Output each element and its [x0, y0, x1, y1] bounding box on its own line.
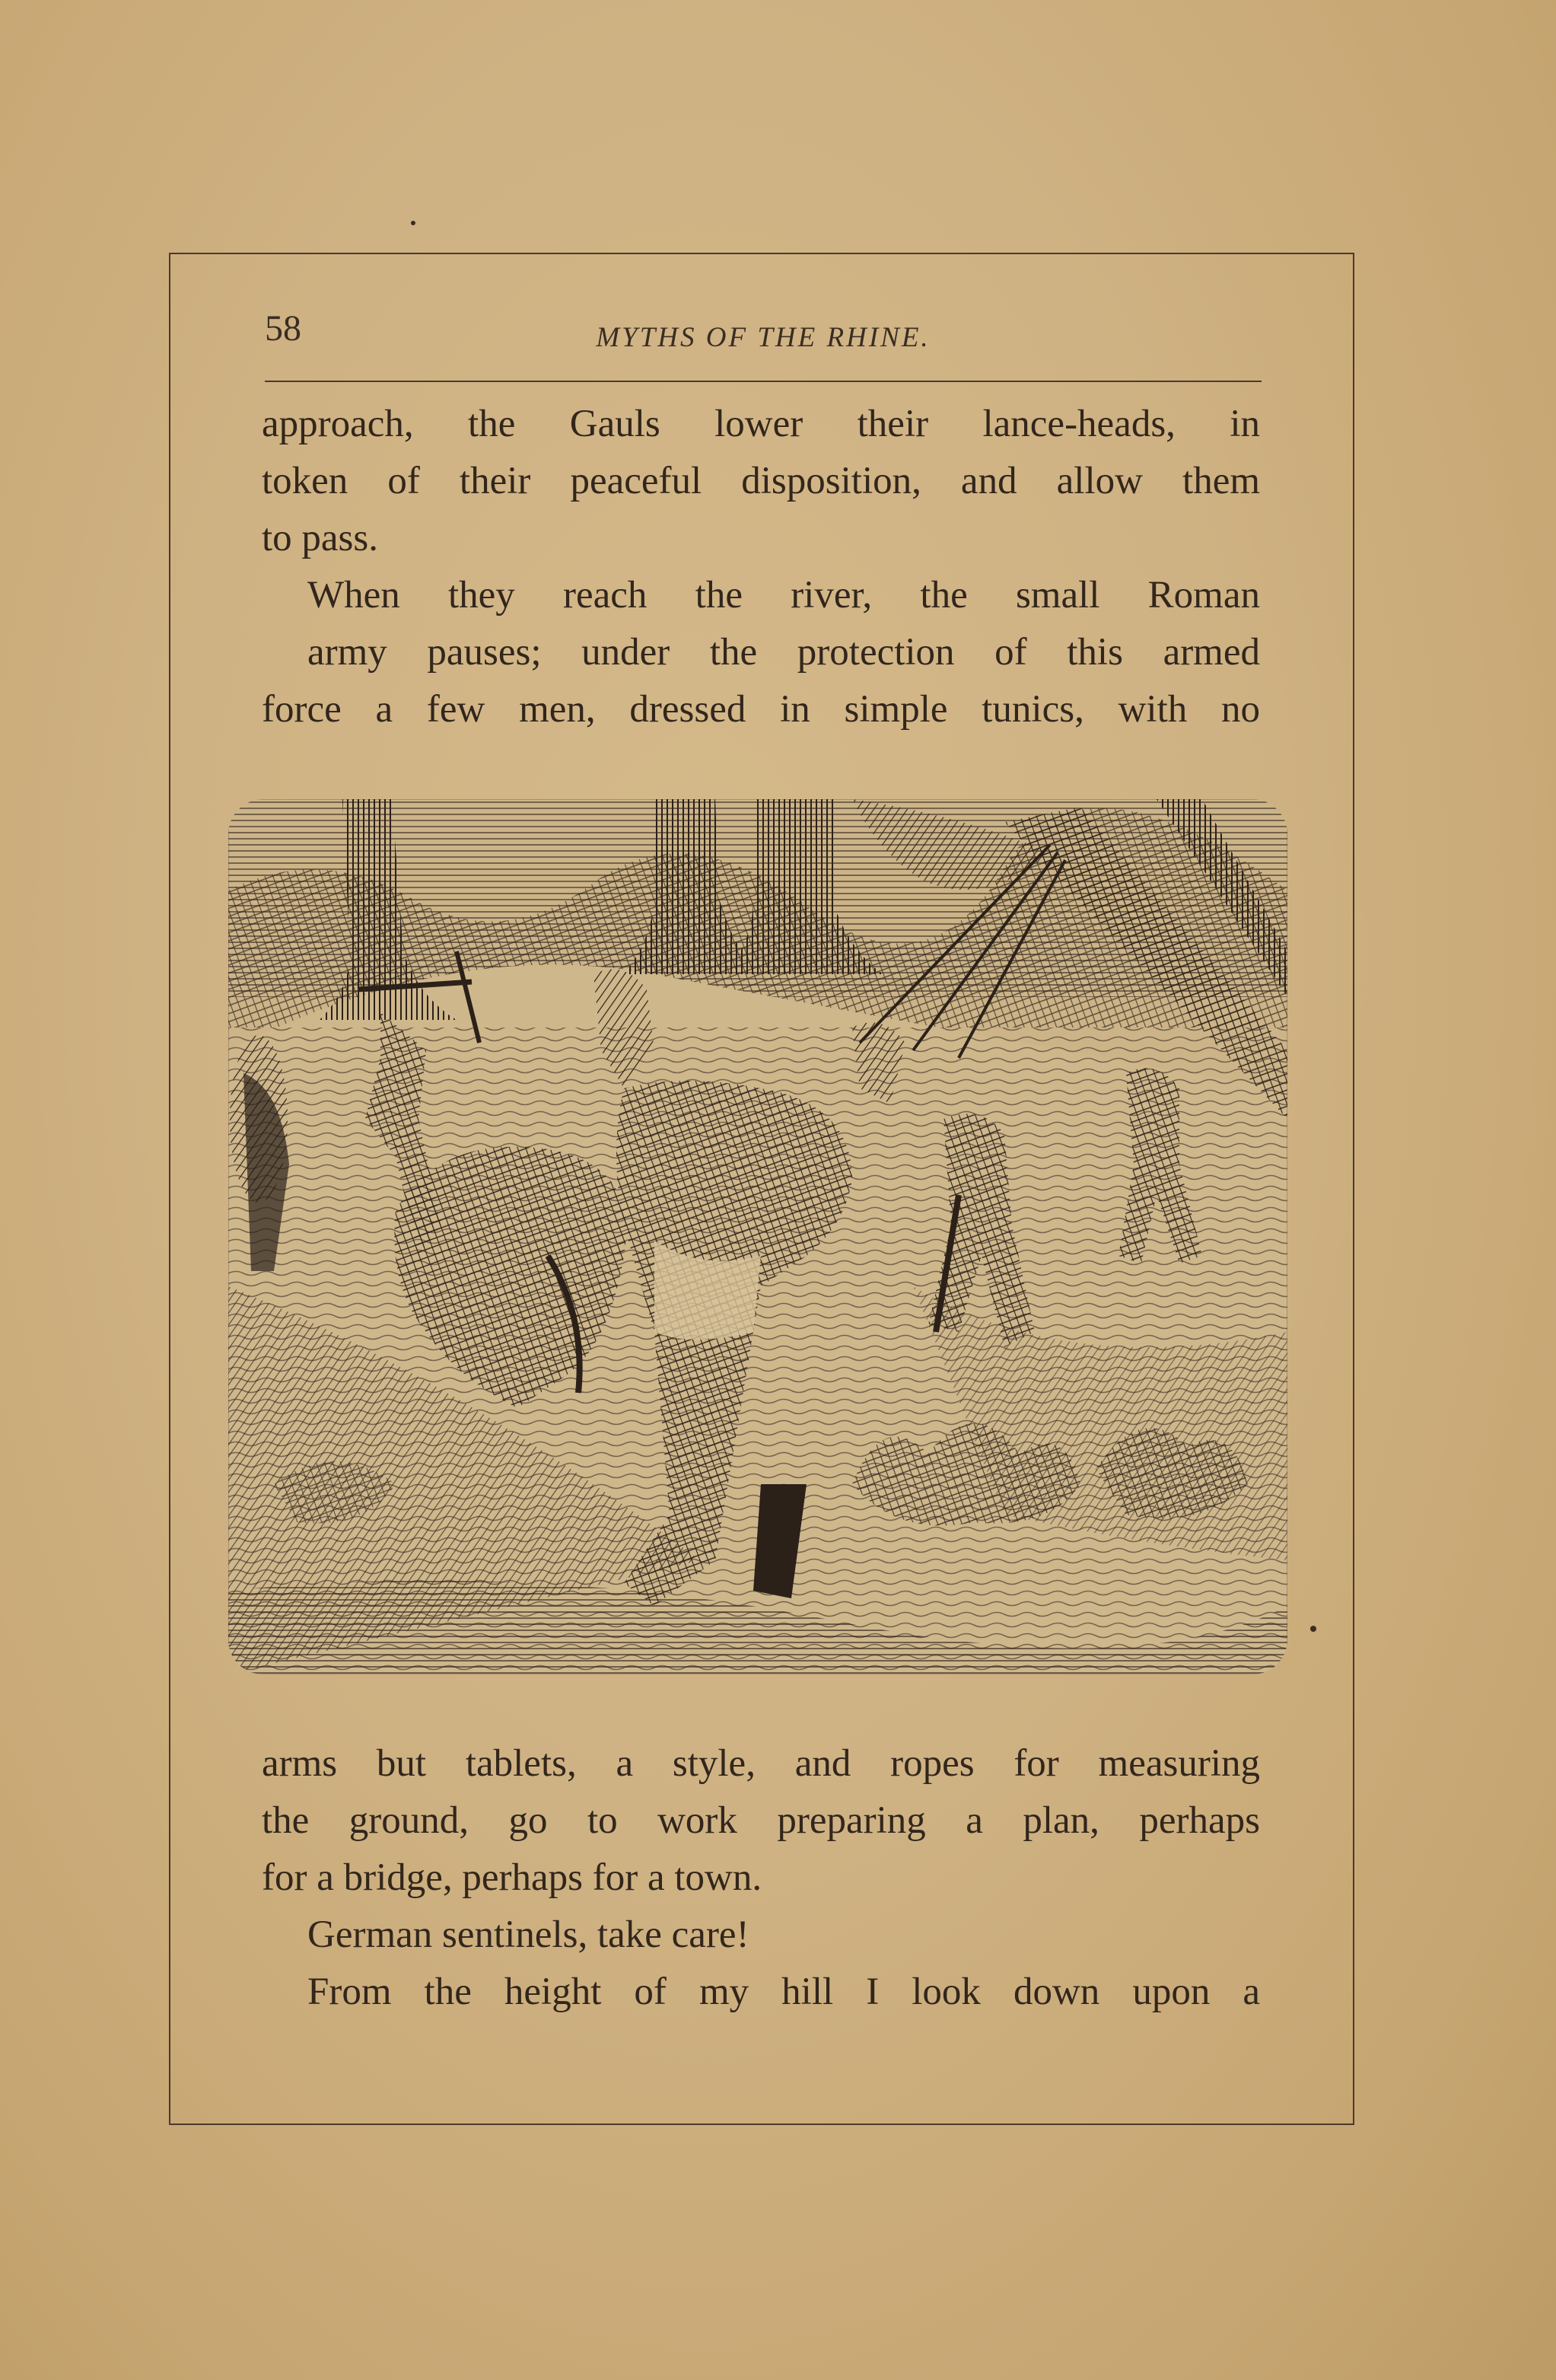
page-number: 58 [265, 308, 301, 349]
text-line: From the height of my hill I look down upon a [307, 1971, 1260, 2013]
paper-speck [1310, 1626, 1316, 1632]
running-title: MYTHS OF THE RHINE. [596, 322, 931, 353]
body-text-bottom [262, 1735, 1260, 2021]
text-line: force a few men, dressed in simple tunics, with no [262, 688, 1260, 731]
paragraph [262, 1850, 1260, 1907]
body-text-top [262, 396, 1260, 738]
paragraph [262, 567, 1260, 738]
engraving-illustration [228, 799, 1287, 1674]
paper-speck [411, 221, 415, 225]
forest-clearing-engraving [228, 799, 1287, 1674]
paragraph [262, 510, 1260, 567]
paragraph [262, 1964, 1260, 2021]
text-line: for a bridge, perhaps for a town. [262, 1856, 762, 1899]
text-line: German sentinels, take care! [307, 1913, 749, 1956]
text-line: army pauses; under the protection of this armed [307, 631, 1260, 674]
text-line: the ground, go to work preparing a plan, perhaps [262, 1799, 1260, 1842]
text-line: token of their peaceful disposition, and allow them [262, 460, 1260, 502]
text-line: to pass. [262, 517, 378, 559]
paragraph [262, 1907, 1260, 1964]
paragraph [262, 396, 1260, 510]
text-line: approach, the Gauls lower their lance-heads, in [262, 403, 1260, 445]
page-header [265, 304, 1262, 382]
text-line: arms but tablets, a style, and ropes for measuring [262, 1742, 1260, 1785]
text-line: When they reach the river, the small Roman [307, 574, 1260, 617]
paragraph [262, 1735, 1260, 1850]
